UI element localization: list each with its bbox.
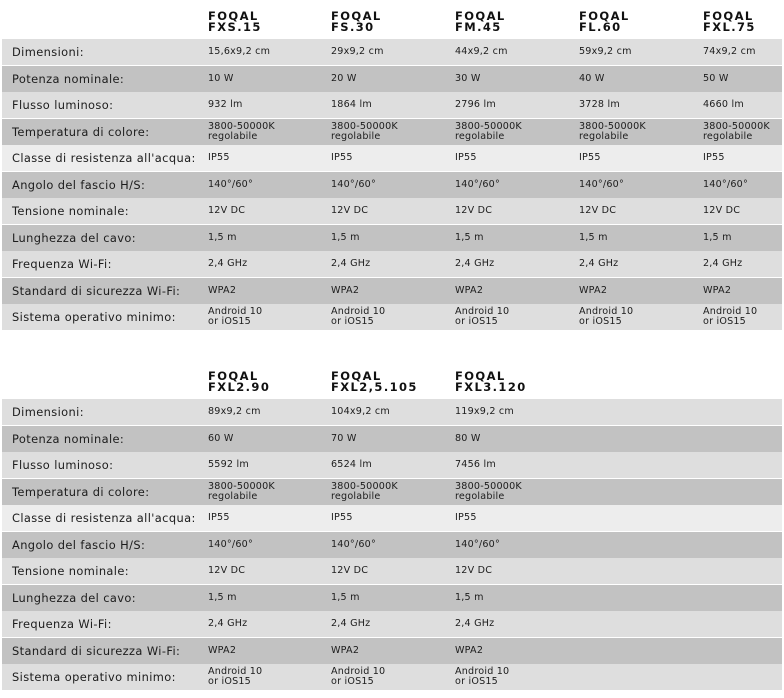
spec-value-line: 3800-50000K bbox=[331, 480, 398, 492]
spec-label: Frequenza Wi-Fi: bbox=[12, 257, 112, 271]
product-model: FXL.75 bbox=[703, 20, 756, 34]
table-row bbox=[2, 198, 782, 224]
spec-value-line: regolabile bbox=[455, 490, 505, 502]
spec-value-line: or iOS15 bbox=[208, 316, 251, 327]
spec-value: 89x9,2 cm bbox=[208, 406, 261, 417]
spec-value: 20 W bbox=[331, 72, 357, 84]
spec-value: 1,5 m bbox=[579, 231, 608, 243]
table-row bbox=[2, 426, 782, 452]
spec-value: 140°/60° bbox=[208, 538, 253, 550]
spec-value-line: 3800-50000K bbox=[208, 480, 275, 492]
spec-value: 4660 lm bbox=[703, 99, 744, 110]
table-row bbox=[2, 611, 782, 637]
spec-value: WPA2 bbox=[331, 644, 360, 656]
spec-value-line: regolabile bbox=[579, 130, 629, 142]
spec-value-line: Android 10 bbox=[208, 666, 263, 677]
spec-value bbox=[455, 119, 522, 145]
product-model: FS.30 bbox=[331, 20, 375, 34]
spec-value: 1,5 m bbox=[455, 591, 484, 603]
spec-value: WPA2 bbox=[208, 284, 237, 296]
spec-label: Flusso luminoso: bbox=[12, 98, 114, 112]
spec-value: 12V DC bbox=[331, 205, 369, 216]
spec-value: 12V DC bbox=[579, 205, 617, 216]
spec-value: 5592 lm bbox=[208, 459, 249, 470]
spec-value: 44x9,2 cm bbox=[455, 46, 508, 57]
table-row bbox=[2, 558, 782, 584]
table-row bbox=[2, 532, 782, 558]
spec-value bbox=[208, 304, 262, 330]
spec-value: 1,5 m bbox=[455, 231, 484, 243]
product-name bbox=[579, 11, 630, 33]
product-model: FXS.15 bbox=[208, 20, 262, 34]
product-header-row bbox=[0, 360, 784, 400]
spec-value-line: Android 10 bbox=[455, 666, 510, 677]
table-row bbox=[2, 66, 782, 92]
spec-value: 140°/60° bbox=[455, 178, 500, 190]
spec-value: 1,5 m bbox=[703, 231, 732, 243]
table-row bbox=[2, 664, 782, 690]
spec-label: Angolo del fascio H/S: bbox=[12, 537, 146, 552]
product-model: FXL2.90 bbox=[208, 380, 271, 394]
spec-value: IP55 bbox=[703, 152, 725, 163]
spec-value-line: Android 10 bbox=[703, 306, 758, 317]
spec-value-line: Android 10 bbox=[331, 666, 386, 677]
spec-value: IP55 bbox=[208, 152, 230, 163]
product-model: FXL3.120 bbox=[455, 380, 527, 394]
spec-label: Dimensioni: bbox=[12, 45, 84, 59]
spec-value: 60 W bbox=[208, 432, 234, 444]
spec-value: 1864 lm bbox=[331, 99, 372, 110]
table-row bbox=[2, 399, 782, 425]
spec-value bbox=[703, 119, 770, 145]
spec-value bbox=[455, 664, 509, 690]
spec-label: Angolo del fascio H/S: bbox=[12, 177, 146, 192]
spec-label: Flusso luminoso: bbox=[12, 458, 114, 472]
spec-value: WPA2 bbox=[208, 644, 237, 656]
spec-value: 932 lm bbox=[208, 99, 243, 110]
spec-value: 3728 lm bbox=[579, 99, 620, 110]
spec-value-line: regolabile bbox=[455, 130, 505, 142]
spec-label: Classe di resistenza all'acqua: bbox=[12, 151, 196, 165]
spec-value: 80 W bbox=[455, 432, 481, 444]
spec-value: 119x9,2 cm bbox=[455, 406, 514, 417]
spec-value: 1,5 m bbox=[208, 231, 237, 243]
spec-value-line: or iOS15 bbox=[579, 316, 622, 327]
spec-value: IP55 bbox=[579, 152, 601, 163]
spec-value: 2,4 GHz bbox=[455, 258, 495, 269]
spec-value: 1,5 m bbox=[208, 591, 237, 603]
table-row bbox=[2, 225, 782, 251]
spec-value-line: or iOS15 bbox=[455, 676, 498, 687]
spec-value-line: regolabile bbox=[208, 490, 258, 502]
spec-value: 2,4 GHz bbox=[208, 618, 248, 629]
spec-value: 2,4 GHz bbox=[455, 618, 495, 629]
spec-value: 29x9,2 cm bbox=[331, 46, 384, 57]
spec-value bbox=[208, 664, 262, 690]
spec-value: WPA2 bbox=[703, 284, 732, 296]
spec-value: WPA2 bbox=[455, 284, 484, 296]
spec-value bbox=[331, 479, 398, 505]
spec-value-line: Android 10 bbox=[455, 306, 510, 317]
table-row bbox=[2, 119, 782, 145]
spec-label: Lunghezza del cavo: bbox=[12, 590, 137, 605]
spec-value: 2,4 GHz bbox=[208, 258, 248, 269]
product-name bbox=[455, 371, 527, 393]
spec-value bbox=[579, 119, 646, 145]
product-brand: FOQAL bbox=[455, 369, 506, 383]
spec-value: 10 W bbox=[208, 72, 234, 84]
spec-value: 12V DC bbox=[455, 205, 493, 216]
spec-value-line: 3800-50000K bbox=[208, 120, 275, 132]
spec-value-line: 3800-50000K bbox=[455, 120, 522, 132]
spec-label: Standard di sicurezza Wi-Fi: bbox=[12, 283, 181, 298]
spec-label: Potenza nominale: bbox=[12, 71, 125, 86]
product-brand: FOQAL bbox=[331, 9, 382, 23]
product-brand: FOQAL bbox=[208, 9, 259, 23]
spec-value-line: regolabile bbox=[331, 130, 381, 142]
spec-label: Frequenza Wi-Fi: bbox=[12, 617, 112, 631]
spec-value: IP55 bbox=[331, 512, 353, 523]
spec-value: 12V DC bbox=[208, 205, 246, 216]
spec-value: 30 W bbox=[455, 72, 481, 84]
spec-label: Classe di resistenza all'acqua: bbox=[12, 511, 196, 525]
product-header-row bbox=[0, 0, 784, 40]
spec-value-line: or iOS15 bbox=[703, 316, 746, 327]
spec-value-line: 3800-50000K bbox=[579, 120, 646, 132]
product-model: FL.60 bbox=[579, 20, 622, 34]
table-row bbox=[2, 304, 782, 330]
table-row bbox=[2, 585, 782, 611]
spec-value: 1,5 m bbox=[331, 591, 360, 603]
product-brand: FOQAL bbox=[579, 9, 630, 23]
spec-value: 50 W bbox=[703, 72, 729, 84]
spec-value: 2,4 GHz bbox=[331, 258, 371, 269]
spec-value-line: 3800-50000K bbox=[455, 480, 522, 492]
product-brand: FOQAL bbox=[331, 369, 382, 383]
spec-value: 12V DC bbox=[455, 565, 493, 576]
spec-value: 12V DC bbox=[703, 205, 741, 216]
spec-value: 40 W bbox=[579, 72, 605, 84]
product-brand: FOQAL bbox=[208, 369, 259, 383]
product-name bbox=[208, 371, 270, 393]
spec-value: 140°/60° bbox=[579, 178, 624, 190]
spec-value: 7456 lm bbox=[455, 459, 496, 470]
spec-value: 70 W bbox=[331, 432, 357, 444]
spec-value bbox=[208, 119, 275, 145]
spec-value-line: regolabile bbox=[208, 130, 258, 142]
spec-label: Tensione nominale: bbox=[12, 564, 130, 578]
spec-label: Lunghezza del cavo: bbox=[12, 230, 137, 245]
spec-value: WPA2 bbox=[331, 284, 360, 296]
spec-value: 140°/60° bbox=[331, 538, 376, 550]
spec-value: WPA2 bbox=[455, 644, 484, 656]
product-name bbox=[331, 11, 382, 33]
table-row bbox=[2, 39, 782, 65]
spec-value-line: or iOS15 bbox=[455, 316, 498, 327]
spec-value-line: Android 10 bbox=[331, 306, 386, 317]
spec-value bbox=[455, 304, 509, 330]
spec-value: 2796 lm bbox=[455, 99, 496, 110]
product-name bbox=[331, 371, 418, 393]
spec-label: Temperatura di colore: bbox=[12, 484, 150, 499]
product-model: FM.45 bbox=[455, 20, 502, 34]
spec-label: Tensione nominale: bbox=[12, 204, 130, 218]
spec-value: IP55 bbox=[208, 512, 230, 523]
spec-value: 2,4 GHz bbox=[579, 258, 619, 269]
spec-label: Dimensioni: bbox=[12, 405, 84, 419]
spec-label: Potenza nominale: bbox=[12, 431, 125, 446]
product-name bbox=[208, 11, 262, 33]
spec-value-line: regolabile bbox=[331, 490, 381, 502]
product-model: FXL2,5.105 bbox=[331, 380, 418, 394]
spec-value bbox=[331, 664, 385, 690]
spec-value: 140°/60° bbox=[331, 178, 376, 190]
spec-label: Sistema operativo minimo: bbox=[12, 670, 176, 684]
spec-value-line: or iOS15 bbox=[208, 676, 251, 687]
spec-label: Standard di sicurezza Wi-Fi: bbox=[12, 643, 181, 658]
spec-value-line: or iOS15 bbox=[331, 316, 374, 327]
spec-value: 1,5 m bbox=[331, 231, 360, 243]
spec-value: 15,6x9,2 cm bbox=[208, 46, 271, 57]
table-row bbox=[2, 479, 782, 505]
spec-value-line: or iOS15 bbox=[331, 676, 374, 687]
table-row bbox=[2, 92, 782, 118]
spec-value: 140°/60° bbox=[703, 178, 748, 190]
product-name bbox=[455, 11, 506, 33]
table-row bbox=[2, 251, 782, 277]
spec-value-line: 3800-50000K bbox=[331, 120, 398, 132]
spec-value bbox=[703, 304, 757, 330]
table-row bbox=[2, 278, 782, 304]
spec-label: Sistema operativo minimo: bbox=[12, 310, 176, 324]
spec-value bbox=[331, 304, 385, 330]
spec-value: 12V DC bbox=[208, 565, 246, 576]
product-brand: FOQAL bbox=[455, 9, 506, 23]
table-row bbox=[2, 145, 782, 171]
spec-value: IP55 bbox=[455, 512, 477, 523]
table-row bbox=[2, 452, 782, 478]
spec-value bbox=[331, 119, 398, 145]
spec-value: 74x9,2 cm bbox=[703, 46, 756, 57]
spec-value-line: Android 10 bbox=[208, 306, 263, 317]
spec-value-line: Android 10 bbox=[579, 306, 634, 317]
spec-value: 59x9,2 cm bbox=[579, 46, 632, 57]
spec-value bbox=[579, 304, 633, 330]
spec-value-line: 3800-50000K bbox=[703, 120, 770, 132]
spec-value: IP55 bbox=[455, 152, 477, 163]
spec-value: 140°/60° bbox=[455, 538, 500, 550]
table-row bbox=[2, 505, 782, 531]
spec-value: 12V DC bbox=[331, 565, 369, 576]
product-brand: FOQAL bbox=[703, 9, 754, 23]
spec-value: 6524 lm bbox=[331, 459, 372, 470]
table-row bbox=[2, 172, 782, 198]
spec-value: WPA2 bbox=[579, 284, 608, 296]
spec-value: 104x9,2 cm bbox=[331, 406, 390, 417]
spec-value: 2,4 GHz bbox=[331, 618, 371, 629]
spec-value: IP55 bbox=[331, 152, 353, 163]
spec-value: 2,4 GHz bbox=[703, 258, 743, 269]
spec-value bbox=[208, 479, 275, 505]
spec-value bbox=[455, 479, 522, 505]
spec-value-line: regolabile bbox=[703, 130, 753, 142]
spec-value: 140°/60° bbox=[208, 178, 253, 190]
spec-label: Temperatura di colore: bbox=[12, 124, 150, 139]
product-name bbox=[703, 11, 756, 33]
table-row bbox=[2, 638, 782, 664]
